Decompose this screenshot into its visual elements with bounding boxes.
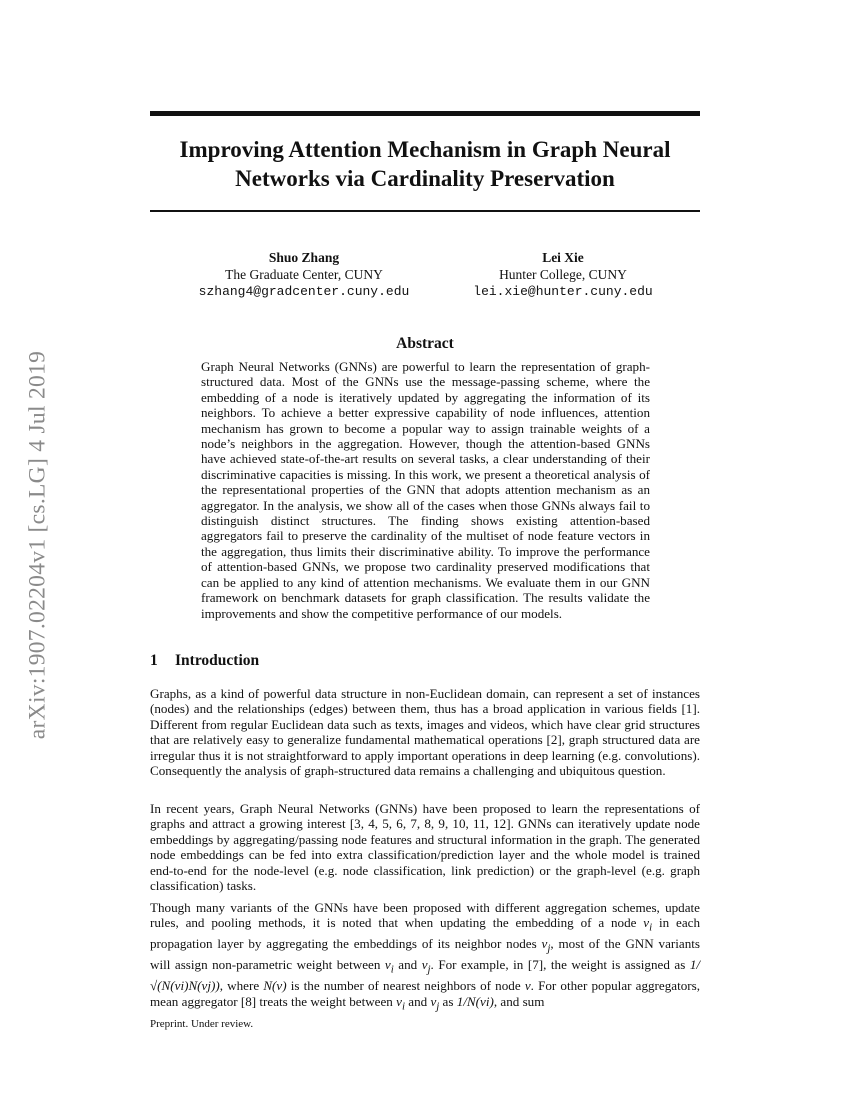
footer-note: Preprint. Under review.	[150, 1018, 254, 1030]
section-title: Introduction	[175, 652, 260, 669]
formula: 1/N(vi)	[456, 993, 494, 1009]
author-name: Shuo Zhang	[268, 250, 340, 265]
arxiv-identifier: arXiv:1907.02204v1 [cs.LG] 4 Jul 2019	[24, 350, 51, 740]
paper-title: Improving Attention Mechanism in Graph Neural Networks via Cardinality Preservation	[179, 137, 671, 191]
author-email[interactable]: szhang4@gradcenter.cuny.edu	[198, 284, 410, 299]
author-affiliation: The Graduate Center, CUNY	[225, 267, 383, 282]
section-heading	[150, 652, 259, 670]
body-paragraph: In recent years, Graph Neural Networks (GNNs) have been proposed to learn the representations of graphs and attract a growing interest [3, 4, 5, 6, 7, 8, 9, 10, 11, 12]. GNNs can iteratively update node embeddings by aggregating/passing node features and structural information in the graph. The generated node embeddings can be fed into extra classification/prediction layer and the whole model is trained end-to-end for the node-level (e.g. node classification, link prediction) or the graph-level (e.g. graph classification) tasks.	[150, 801, 700, 894]
author-name: Lei Xie	[542, 250, 584, 265]
author-affiliation: Hunter College, CUNY	[499, 267, 627, 282]
title-rule-top	[150, 111, 700, 116]
author-block	[154, 249, 454, 300]
title-rule-bottom	[150, 210, 700, 212]
formula: 1/√(N(vi)N(vj))	[150, 957, 701, 994]
author-email[interactable]: lei.xie@hunter.cuny.edu	[473, 284, 653, 299]
abstract-heading: Abstract	[396, 335, 454, 352]
section-number: 1	[150, 652, 158, 669]
abstract-text: Graph Neural Networks (GNNs) are powerful to learn the representation of graph-structured data. Most of the GNNs use the message-passing scheme, where the embedding of a node is iteratively updated by aggregating the information of its neighbors. To achieve a better expressive capability of node influences, attention mechanism has grown to become a popular way to assign trainable weights of a node’s neighbors in the aggregation. However, though the attention-based GNNs have achieved state-of-the-art results on several tasks, a clear understanding of their discriminative capacities is missing. In this work, we present a theoretical analysis of the representational properties of the GNN that adopts attention mechanism as an aggregator. In the analysis, we show all of the cases when those GNNs always fail to distinguish distinct structures. The finding shows existing attention-based aggregators fail to preserve the cardinality of the multiset of node feature vectors in the aggregation, thus limits their discriminative ability. To improve the performance of attention-based GNNs, we propose two cardinality preserved modifications that can be applied to any kind of attention mechanisms. We evaluate them in our GNN framework on benchmark datasets for graph classification. The results validate the improvements and show the competitive performance of our models.	[201, 359, 650, 621]
body-paragraph: Though many variants of the GNNs have been proposed with different aggregation schemes, update rules, and pooling methods, it is noted that when updating the embedding of a node $v_i$ in each propagation layer by aggregating the embeddings of its neighbor nodes $v_j$, most of the GNN variants will assign non-parametric weight between $v_i$ and $v_j$. For example, in [7], the weight is assigned as 1/√(N(vi)N(vj)), where N(v) is the number of nearest neighbors of node v. For other popular aggregators, mean aggregator [8] treats the weight between $v_i$ and $v_j$ as 1/N(vi), and sum	[150, 900, 701, 1013]
author-block	[413, 249, 713, 300]
body-paragraph: Graphs, as a kind of powerful data structure in non-Euclidean domain, can represent a set of instances (nodes) and the relationships (edges) between them, thus has a broad application in various fields [1]. Different from regular Euclidean data such as texts, images and videos, which have clear grid structures that are relatively easy to generalize fundamental mathematical operations [2], graph structured data are irregular thus it is not straightforward to apply important operations in deep learning (e.g. convolutions). Consequently the analysis of graph-structured data remains a challenging and ubiquitous question.	[150, 686, 700, 779]
